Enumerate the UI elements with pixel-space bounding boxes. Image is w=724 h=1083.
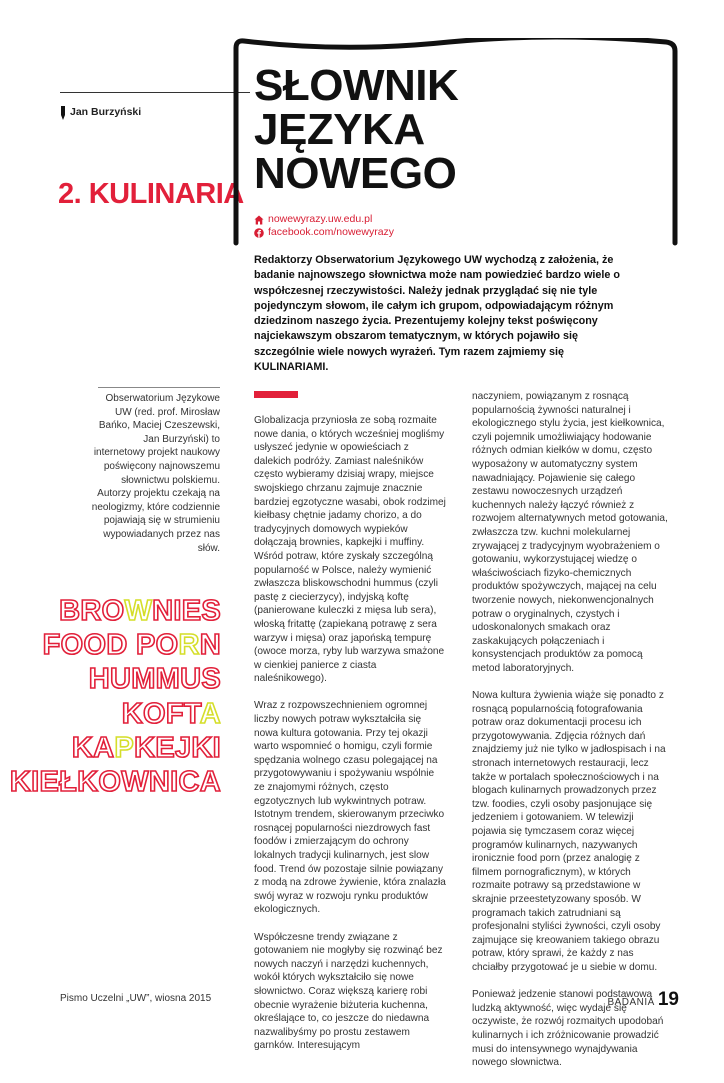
article-title (254, 61, 459, 198)
word-part: BRO (59, 595, 125, 627)
word-list (10, 594, 221, 799)
home-icon (254, 215, 264, 225)
title-line: SŁOWNIK (254, 61, 459, 110)
word-item (10, 662, 221, 696)
body-paragraph: Wraz z rozpowszechnieniem ogromnej liczby nowych potraw wykształciła się nowa kultura gotowania. Przy tej okazji warto wspomnieć o homigu, czyli formie spędzania wolnego czasu polegającej na przygotowywaniu i spożywaniu wspólnie ze znajomymi różnych, często egzotycznych lub wykwintnych potraw. Istotnym trendem, skierowanym przeciwko rosnącej popularności niezdrowych fast foodów i zmierzającym do ochrony lokalnych tradycji kulinarnych, jest slow food. Trend ów pozostaje silnie powiązany z modą na zdrowe żywienie, która znalazła swój wyraz w rozwoju rynku produktów ekologicznych. (254, 700, 446, 916)
section-heading: 2. KULINARIA (58, 178, 244, 210)
word-part: W (124, 595, 153, 627)
body-paragraph: Nowa kultura żywienia wiąże się ponadto z rosnącą popularnością fotografowania potraw oraz dokumentacji procesu ich przygotowywania. Zdjęcia różnych dań znajdziemy już nie tylko w jadłospisach i na stronach internetowych restauracji, lecz także w portalach społecznościowych i na blogach kulinarnych prowadzonych przez tzw. foodies, czyli osoby pasjonujące się jedzeniem i gotowaniem. W telewizji pojawia się tymczasem coraz więcej programów kulinarnych, nazywanych ironicznie food porn (przez analogię z filmem pornograficznym), w których rozmaite potrawy są przedstawione w skrajnie przeestetyzowany sposób. W programach takich zatrudniani są profesjonalni styliści żywności, czyli osoby zajmujące się kreowaniem takiego obrazu potraw, który sprawi, że każdy z nas chciałby przygotować je u siebie w domu. (472, 690, 666, 973)
author-name: Jan Burzyński (70, 106, 142, 118)
word-part: KIEŁKOWNICA (9, 766, 221, 799)
website-link-row[interactable] (254, 213, 394, 226)
facebook-link-row[interactable] (254, 226, 394, 239)
word-part: A (199, 697, 221, 730)
footer-section: BADANIA (607, 997, 655, 1008)
body-paragraph: Współczesne trendy związane z gotowaniem nie mogłyby się rozwinąć bez nowych naczyń i narzędzi kuchennych, wokół których wykształciło się nowe słownictwo. Coraz większą karierę robi obecnie wyrażenie biżuteria kuchenna, określające to, co jeszcze do niedawna nazwalibyśmy po prostu zestawem garnków. Interesującym (254, 931, 443, 1052)
page-number: 19 (657, 989, 679, 1010)
footer-journal: Pismo Uczelni „UW”, wiosna 2015 (60, 993, 212, 1004)
word-part: KOFT (121, 697, 200, 730)
website-link[interactable]: nowewyrazy.uw.edu.pl (268, 213, 373, 225)
body-column-1 (254, 414, 446, 1067)
word-item (10, 731, 221, 765)
word-part: N (199, 629, 221, 662)
facebook-icon (254, 228, 264, 238)
sidenote-divider (98, 387, 220, 388)
title-line: NOWEGO (254, 149, 457, 198)
accent-bar (254, 391, 298, 398)
word-item (10, 697, 221, 731)
word-item (10, 594, 221, 628)
word-part: HUMMUS (88, 663, 221, 696)
word-part: KA (71, 731, 115, 764)
body-paragraph: naczyniem, powiązanym z rosnącą popularnością żywności naturalnej i ekologicznego stylu życia, jest kiełkownica, czyli pojemnik umożliwiający hodowanie różnych odmian kiełków w domu, często wyposażony w automatyczny system nawadniający. Pojawienie się całego zestawu nowoczesnych urządzeń kuchennych należy łączyć również z rozwojem alternatywnych metod gotowania, zwłaszcza tzw. kuchni molekularnej zrywającej z tradycyjnym wyobrażeniem o gotowaniu, wykorzystującej wiedzę o właściwościach fizyko-chemicznych produktów spożywczych, mającej na celu tworzenie nowych, niekonwencjonalnych potraw o oryginalnych, czystych i udoskonalonych smakach oraz zaskakujących połączeniach i konsystencjach produktów za pomocą metod laboratoryjnych. (472, 391, 668, 674)
title-line: JĘZYKA (254, 105, 425, 154)
body-column-2 (472, 390, 668, 1083)
body-paragraph: Ponieważ jedzenie stanowi podstawową ludzką aktywność, więc wydaje się oczywiste, że rozwój rozmaitych upodobań kulinarnych i ich zróżnicowanie prowadzić musi do intensywnego wynajdywania nowego słownictwa. (472, 989, 664, 1069)
word-part: KEJKI (134, 731, 221, 764)
word-item (10, 628, 221, 662)
word-part: FOOD PO (42, 629, 179, 662)
sidenote: Obserwatorium Językowe UW (red. prof. Mirosław Bańko, Maciej Czeszewski, Jan Burzyński) to internetowy projekt naukowy poświęcony najnowszemu słownictwu polskiemu. Autorzy projektu czekają na neologizmy, które codziennie pojawiają się w strumieniu wypowiadanych przez nas słów. (91, 393, 220, 554)
article-links (254, 213, 394, 239)
word-part: P (114, 731, 135, 764)
pen-icon (60, 106, 66, 120)
word-item (10, 765, 221, 799)
footer-page (607, 989, 679, 1011)
facebook-link[interactable]: facebook.com/nowewyrazy (268, 226, 395, 238)
body-paragraph: Globalizacja przyniosła ze sobą rozmaite nowe dania, o których wcześniej mogliśmy usłyszeć jedynie w opowieściach z dalekich podróży. Zamiast naleśników często wybieramy dzisiaj wrapy, miejsce swojskiego chrzanu zajmuje znacznie bardziej egzotyczne wasabi, obok rodzimej kiełbasy chętnie jadamy chorizo, a do tradycyjnych domowych wypieków dołączają brownies, kapkejki i muffiny. Wśród potraw, które zyskały szczególną popularność w Polsce, należy wymienić zwłaszcza bliskowschodni hummus (czyli pastę z ciecierzycy), indyjską koftę (panierowane kuleczki z mięsa lub sera), włoską fritattę (zapiekaną potrawę z sera warzyw i mięsa) oraz japońską tempurę (owoce morza, ryby lub warzywa smażone w cienkiej panierce z ciasta naleśnikowego). (254, 415, 446, 685)
word-part: NIES (152, 595, 221, 627)
lead-paragraph: Redaktorzy Obserwatorium Językowego UW wychodzą z założenia, że badanie najnowszego słownictwa może nam powiedzieć bardzo wiele o współczesnej rzeczywistości. Należy jednak przyglądać się nie tyle pojedynczym słowom, ile całym ich grupom, odpowiadającym różnym dziedzinom naszego życia. Prezentujemy kolejny tekst poświęcony najciekawszym obszarom tematycznym, w których pojawiło się szczególnie wiele nowych wyrażeń. Tym razem zajmiemy się KULINARIAMI. (254, 254, 620, 374)
word-part: R (178, 629, 200, 662)
